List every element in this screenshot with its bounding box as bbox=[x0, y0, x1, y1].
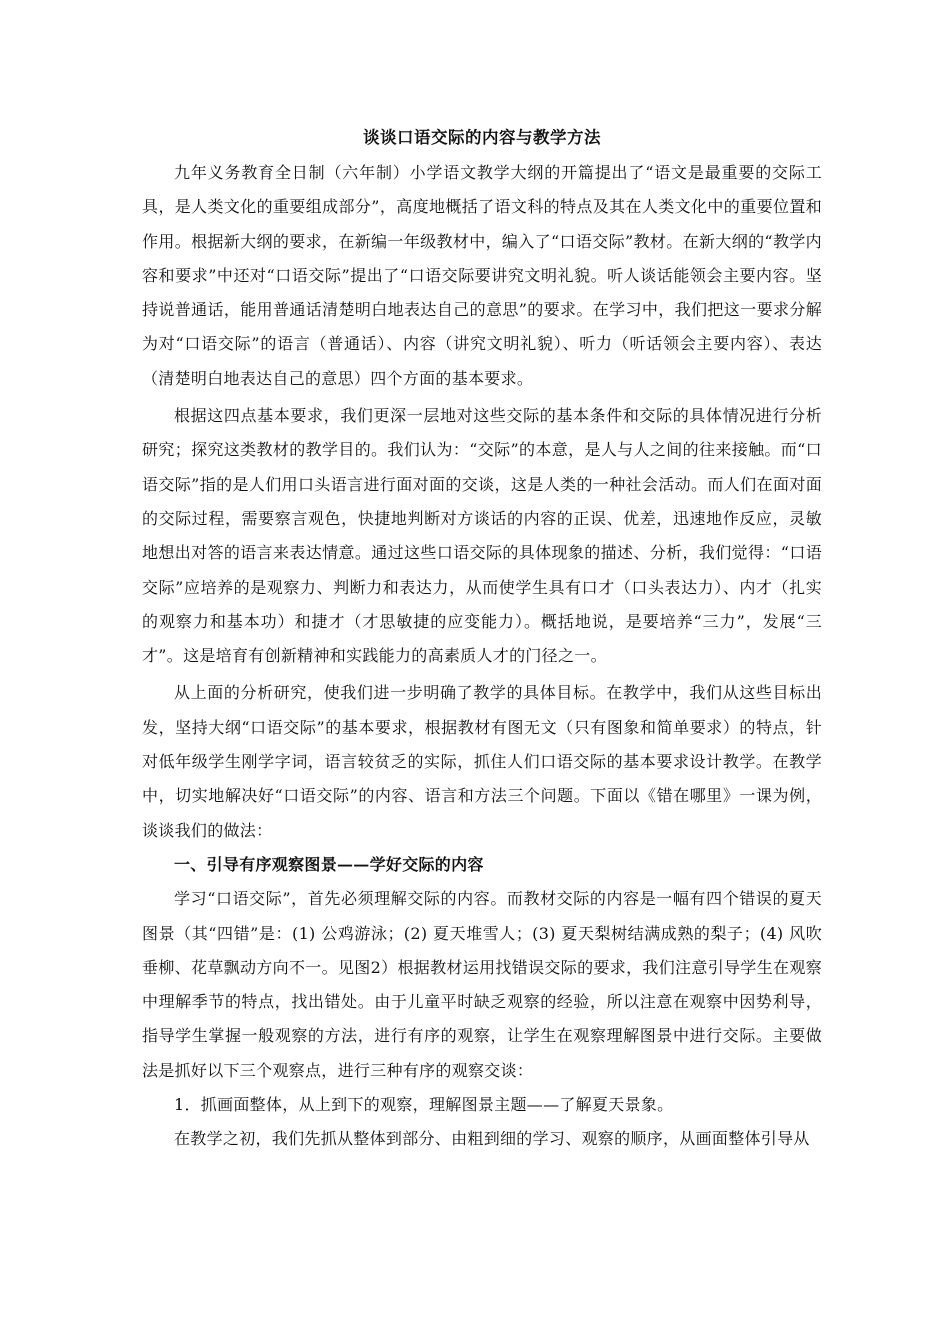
section-paragraph-1: 学习“口语交际”，首先必须理解交际的内容。而教材交际的内容是一幅有四个错误的夏天图景（其“四错”是：(1) 公鸡游泳；(2) 夏天堆雪人；(3) 夏天梨树结满成熟的梨子；(4) 风吹垂柳、花草飘动方向不一。见图2）根据教材运用找错误交际的要求，我们注意引导学生在观察中理解季节的特点，找出错处。由于儿童平时缺乏观察的经验，所以注意在观察中因势利导，指导学生掌握一般观察的方法，进行有序的观察，让学生在观察理解图景中进行交际。主要做法是抓好以下三个观察点，进行三种有序的观察交谈： bbox=[142, 889, 822, 1080]
paragraph-2: 根据这四点基本要求，我们更深一层地对这些交际的基本条件和交际的具体情况进行分析研究；探究这类教材的教学目的。我们认为：“交际”的本意，是人与人之间的往来接触。而“口语交际”指的是人们用口头语言进行面对面的交谈，这是人类的一种社会活动。而人们在面对面的交际过程，需要察言观色，快捷地判断对方谈话的内容的正误、优差，迅速地作反应，灵敏地想出对答的语言来表达情意。通过这些口语交际的具体现象的描述、分析，我们觉得：“口语交际”应培养的是观察力、判断力和表达力，从而使学生具有口才（口头表达力）、内才（扎实的观察力和基本功）和捷才（才思敏捷的应变能力）。概括地说，是要培养“三力”，发展“三才”。这是培育有创新精神和实践能力的高素质人才的门径之一。 bbox=[142, 406, 822, 666]
document-title: 谈谈口语交际的内容与教学方法 bbox=[363, 128, 601, 147]
section-paragraph-2: 1．抓画面整体，从上到下的观察，理解图景主题——了解夏天景象。 bbox=[174, 1095, 674, 1115]
document-page bbox=[142, 120, 822, 1157]
paragraph-1: 九年义务教育全日制（六年制）小学语文教学大纲的开篇提出了“语文是最重要的交际工具，是人类文化的重要组成部分”，高度地概括了语文科的特点及其在人类文化中的重要位置和作用。根据新大纲的要求，在新编一年级教材中，编入了“口语交际”教材。在新大纲的“教学内容和要求”中还对“口语交际”提出了“口语交际要讲究文明礼貌。听人谈话能领会主要内容。坚持说普通话，能用普通话清楚明白地表达自己的意思”的要求。在学习中，我们把这一要求分解为对“口语交际”的语言（普通话）、内容（讲究文明礼貌）、听力（听话领会主要内容）、表达（清楚明白地表达自己的意思）四个方面的基本要求。 bbox=[142, 163, 822, 388]
paragraph-3: 从上面的分析研究，使我们进一步明确了教学的具体目标。在教学中，我们从这些目标出发，坚持大纲“口语交际”的基本要求，根据教材有图无文（只有图象和简单要求）的特点，针对低年级学生刚学字词，语言较贫乏的实际，抓住人们口语交际的基本要求设计教学。在教学中，切实地解决好“口语交际”的内容、语言和方法三个问题。下面以《错在哪里》一课为例，谈谈我们的做法： bbox=[142, 683, 822, 840]
section-paragraph-3: 在教学之初，我们先抓从整体到部分、由粗到细的学习、观察的顺序，从画面整体引导从 bbox=[174, 1129, 810, 1149]
section-heading: 一、引导有序观察图景——学好交际的内容 bbox=[174, 854, 484, 874]
